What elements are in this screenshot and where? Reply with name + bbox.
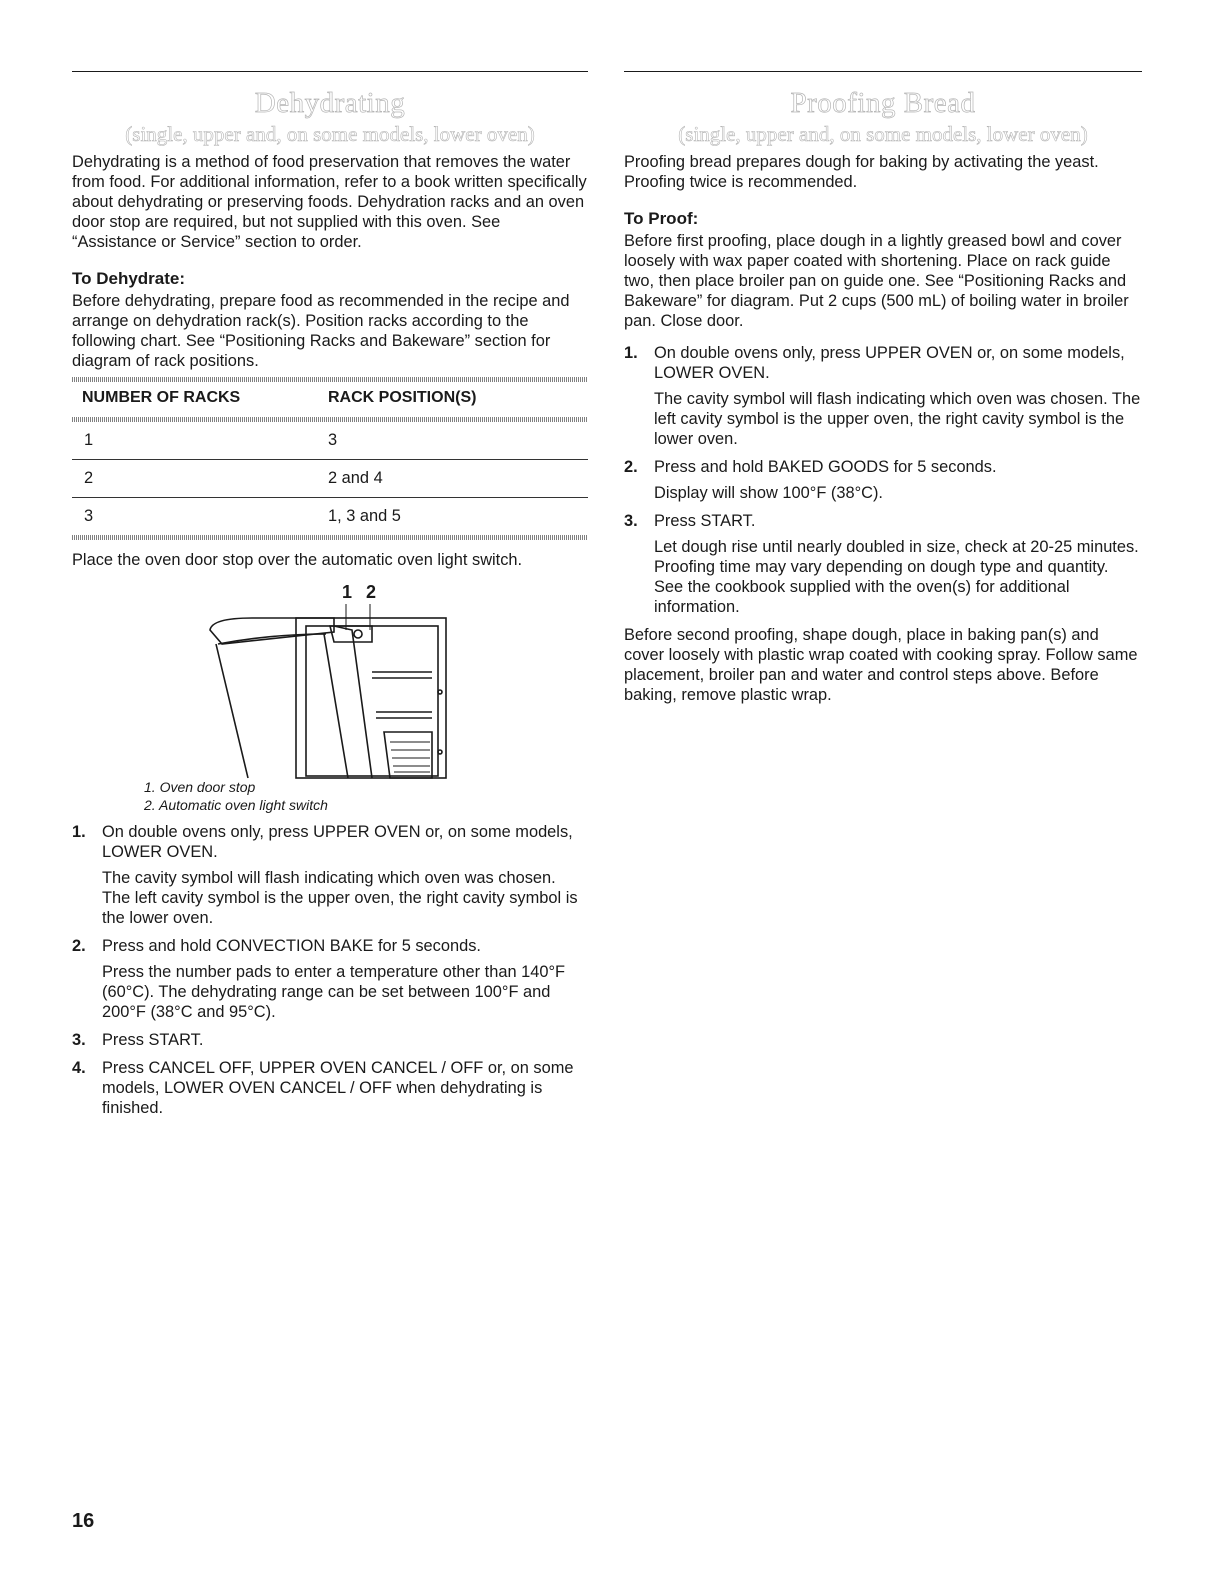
proof-steps: [624, 343, 1142, 617]
step-text: Press START.: [654, 512, 756, 530]
step-number: 1.: [72, 823, 86, 841]
table-header-rule: [72, 417, 588, 422]
top-rule: [624, 71, 1142, 72]
step-text: Display will show 100°F (38°C).: [654, 484, 883, 502]
table-header-row: [72, 382, 588, 417]
table-top-rule: [72, 377, 588, 382]
step-text: On double ovens only, press UPPER OVEN or, on some models, LOWER OVEN.: [654, 344, 1125, 382]
section-title: Proofing Bread: [790, 87, 976, 119]
list-item: [72, 1030, 588, 1050]
figure-label-1: 1: [342, 582, 353, 602]
list-item: [624, 511, 1142, 617]
table-cell: 3: [328, 431, 338, 449]
step-text: On double ovens only, press UPPER OVEN or, on some models, LOWER OVEN.: [102, 823, 573, 861]
sub-heading: To Proof:: [624, 209, 699, 228]
step-number: 4.: [72, 1059, 86, 1077]
list-item: [624, 457, 1142, 503]
proofing-section: [624, 71, 1142, 717]
step-text: The cavity symbol will flash indicating which oven was chosen. The left cavity symbol is the upper oven, the right cavity symbol is the lower oven.: [654, 390, 1141, 448]
list-item: [72, 1058, 588, 1118]
step-text: The cavity symbol will flash indicating which oven was chosen. The left cavity symbol is the upper oven, the right cavity symbol is the lower oven.: [102, 869, 578, 927]
step-text: Press and hold CONVECTION BAKE for 5 seconds.: [102, 937, 481, 955]
step-text: Press CANCEL OFF, UPPER OVEN CANCEL / OFF or, on some models, LOWER OVEN CANCEL / OFF when dehydrating is finished.: [102, 1059, 574, 1117]
step-number: 2.: [72, 937, 86, 955]
page-number: 16: [72, 1510, 95, 1532]
section-subtitle: (single, upper and, on some models, lower oven): [125, 122, 535, 146]
door-stop-instruction: Place the oven door stop over the automatic oven light switch.: [72, 551, 523, 569]
oven-door-figure: [72, 582, 588, 813]
step-number: 1.: [624, 344, 638, 362]
figure-label-2: 2: [366, 582, 377, 602]
list-item: [624, 343, 1142, 449]
oven-illustration: [72, 582, 492, 782]
section-title: Dehydrating: [254, 87, 406, 119]
table-bottom-rule: [72, 535, 588, 540]
table-header-cell: NUMBER OF RACKS: [82, 389, 241, 406]
step-text: Press the number pads to enter a temperature other than 140°F (60°C). The dehydrating range can be set between 100°F and 200°F (38°C and 95°C).: [102, 963, 566, 1021]
closing-paragraph: Before second proofing, shape dough, place in baking pan(s) and cover loosely with plastic wrap coated with cooking spray. Follow same placement, broiler pan and water and control steps above. Before baking, remove plastic wrap.: [624, 626, 1138, 704]
dehydrate-steps: [72, 822, 588, 1118]
table-row: [72, 422, 588, 460]
table-row: [72, 498, 588, 535]
table-cell: 2 and 4: [328, 469, 383, 487]
step-number: 3.: [72, 1031, 86, 1049]
step-number: 2.: [624, 458, 638, 476]
dehydrating-section: [72, 71, 588, 1126]
caption-1: 1. Oven door stop: [144, 779, 256, 795]
rack-table: [72, 377, 588, 540]
table-header-cell: RACK POSITION(S): [328, 389, 477, 406]
step-text: Let dough rise until nearly doubled in size, check at 20-25 minutes. Proofing time may vary depending on dough type and quantity. See the cookbook supplied with the oven(s) for additional information.: [654, 538, 1139, 616]
caption-2: 2. Automatic oven light switch: [144, 797, 328, 813]
table-row: [72, 460, 588, 498]
table-cell: 1, 3 and 5: [328, 507, 401, 525]
sub-heading: To Dehydrate:: [72, 269, 186, 288]
figure-captions: [144, 778, 328, 814]
instructions-paragraph: Before dehydrating, prepare food as recommended in the recipe and arrange on dehydration rack(s). Position racks according to the following chart. See “Positioning Racks and Bakeware” section for diagram of rack positions.: [72, 292, 570, 370]
table-cell: 1: [84, 431, 94, 449]
table-cell: 2: [84, 469, 94, 487]
section-subtitle: (single, upper and, on some models, lower oven): [678, 122, 1088, 146]
top-rule: [72, 71, 588, 72]
step-text: Press and hold BAKED GOODS for 5 seconds.: [654, 458, 997, 476]
intro-paragraph: Proofing bread prepares dough for baking by activating the yeast. Proofing twice is recommended.: [624, 153, 1099, 191]
instructions-paragraph: Before first proofing, place dough in a lightly greased bowl and cover loosely with wax paper coated with shortening. Place on rack guide two, then place broiler pan on guide one. See “Positioning Racks and Bakeware” for diagram. Put 2 cups (500 mL) of boiling water in broiler pan. Close door.: [624, 232, 1129, 330]
step-text: Press START.: [102, 1031, 204, 1049]
table-cell: 3: [84, 507, 94, 525]
step-number: 3.: [624, 512, 638, 530]
list-item: [72, 822, 588, 928]
intro-paragraph: Dehydrating is a method of food preservation that removes the water from food. For additional information, refer to a book written specifically about dehydrating or preserving foods. Dehydration racks and an oven door stop are required, but not supplied with this oven. See “Assistance or Service” section to order.: [72, 153, 587, 251]
list-item: [72, 936, 588, 1022]
